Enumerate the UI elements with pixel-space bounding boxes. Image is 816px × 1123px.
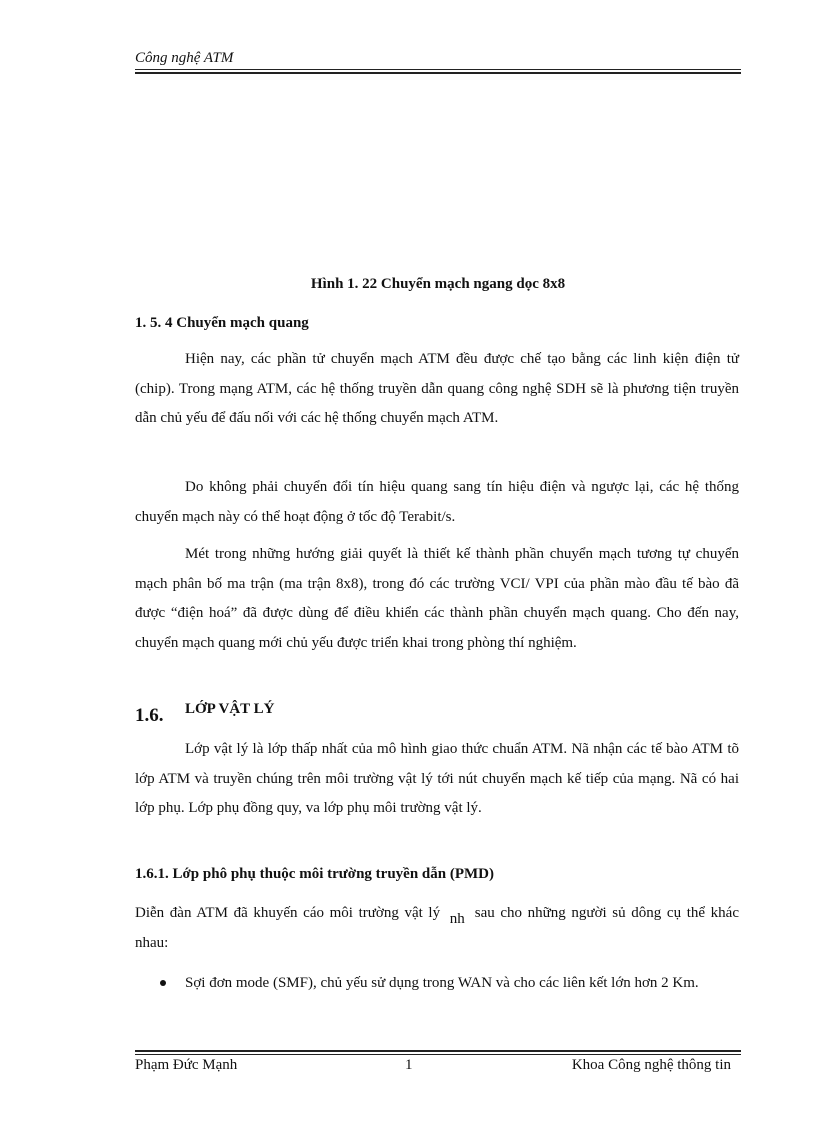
section-title: LỚP VẬT LÝ: [185, 701, 275, 717]
footer-department: Khoa Công nghệ thông tin: [571, 1057, 731, 1073]
list-item-text: Sợi đơn mode (SMF), chủ yếu sử dụng trong WAN và cho các liên kết lớn hơn 2 Km.: [185, 975, 699, 991]
section-heading-1-5-4: 1. 5. 4 Chuyển mạch quang: [135, 315, 309, 331]
paragraph: Lớp vật lý là lớp thấp nhất của mô hình giao thức chuẩn ATM. Nã nhận các tế bào ATM tõ lớp ATM và truyền chúng trên môi trường vật lý tới nút chuyển mạch kế tiếp của mạng. Nã có hai lớp phụ. Lớp phụ đồng quy, va lớp phụ môi trường vật lý.: [135, 741, 739, 816]
section-heading-1-6-1: 1.6.1. Lớp phô phụ thuộc môi trường truyền dẫn (PMD): [135, 866, 494, 882]
bullet-icon: [160, 980, 166, 986]
header-rule-thin: [135, 69, 741, 70]
paragraph: Do không phải chuyển đổi tín hiệu quang sang tín hiệu điện và ngược lại, các hệ thống chuyển mạch này có thể hoạt động ở tốc độ Terabit/s.: [135, 479, 739, 525]
bullet-list: [135, 968, 741, 998]
footer-page-number: 1: [405, 1057, 413, 1073]
footer-rule-thin: [135, 1054, 741, 1055]
running-header-title: Công nghệ ATM: [135, 50, 234, 66]
header-rule-thick: [135, 72, 741, 74]
paragraph: Mét trong những hướng giải quyết là thiết kế thành phần chuyển mạch tương tự chuyển mạch phân bố ma trận (ma trận 8x8), trong đó các trường VCI/ VPI của phần mào đầu tế bào đã được “điện hoá” đã được dùng để điều khiển các thành phần chuyển mạch quang. Cho đến nay, chuyển mạch quang mới chủ yếu được triển khai trong phòng thí nghiệm.: [135, 546, 739, 651]
section-number: 1.6.: [135, 705, 164, 726]
list-item: [135, 968, 741, 998]
paragraph: Hiện nay, các phần tử chuyển mạch ATM đều được chế tạo bằng các linh kiện điện tử (chip). Trong mạng ATM, các hệ thống truyền dẫn quang công nghệ SDH sẽ là phương tiện truyền dẫn chủ yếu để đấu nối với các hệ thống chuyển mạch ATM.: [135, 351, 739, 426]
footer-author: Phạm Đức Mạnh: [135, 1057, 238, 1073]
paragraph-intro: [135, 899, 739, 958]
intro-text-before: Diễn đàn ATM đã khuyến cáo môi trường vật lý: [135, 905, 441, 921]
intro-text-after: sau cho những người sủ dông cụ thể khác nhau:: [135, 905, 739, 951]
footer-rule-thick: [135, 1050, 741, 1052]
figure-caption: Hình 1. 22 Chuyển mạch ngang dọc 8x8: [310, 276, 566, 292]
intro-subscript: nh: [449, 911, 465, 927]
